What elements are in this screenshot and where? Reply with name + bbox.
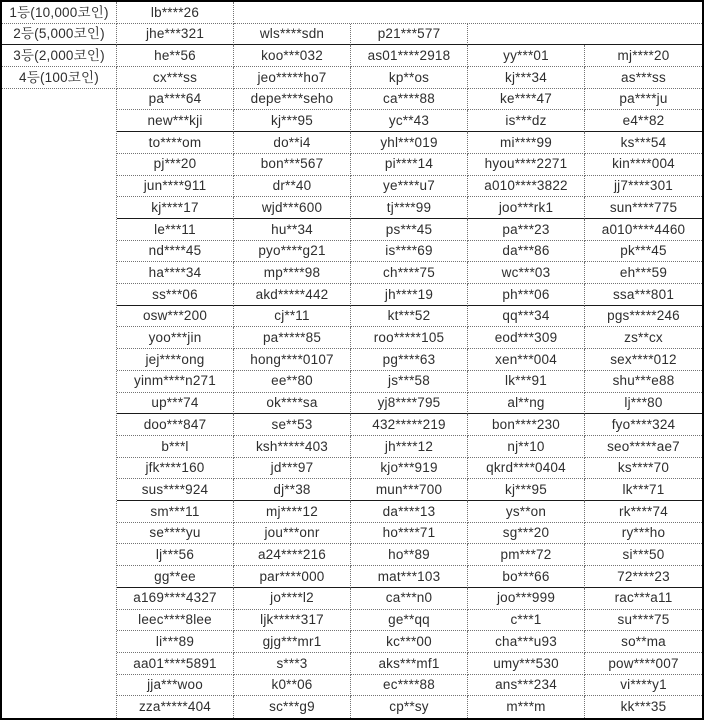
winner-cell: jou***onr <box>234 523 351 545</box>
winner-cell: jun****911 <box>117 176 234 198</box>
winner-cell: yoo***jin <box>117 327 234 349</box>
winner-cell: depe****seho <box>234 89 351 111</box>
winner-cell: kj****17 <box>117 197 234 219</box>
winner-cell: ps***45 <box>351 219 468 241</box>
winner-cell: fyo****324 <box>585 414 702 436</box>
winner-cell: mj****20 <box>585 45 702 67</box>
winner-cell: ans***234 <box>468 675 585 697</box>
tier-cell: 1등(10,000코인) <box>2 2 117 24</box>
winner-cell: pj***20 <box>117 154 234 176</box>
winner-cell: rac***a11 <box>585 588 702 610</box>
winner-cell: pa****64 <box>117 89 234 111</box>
winner-cell: 432*****219 <box>351 414 468 436</box>
winner-cell: pi****14 <box>351 154 468 176</box>
winner-cell: sg***20 <box>468 523 585 545</box>
winner-cell: seo*****ae7 <box>585 436 702 458</box>
winner-cell: si***50 <box>585 544 702 566</box>
winner-cell: mj****12 <box>234 501 351 523</box>
winner-cell: pk***45 <box>585 241 702 263</box>
winner-cell: zs**cx <box>585 327 702 349</box>
winner-cell: up***74 <box>117 393 234 415</box>
winner-cell: sus****924 <box>117 479 234 501</box>
winner-cell: jeo*****ho7 <box>234 67 351 89</box>
tier-cell: 2등(5,000코인) <box>2 24 117 46</box>
winner-cell: jj7****301 <box>585 176 702 198</box>
winner-cell: he**56 <box>117 45 234 67</box>
winner-cell: ph***06 <box>468 284 585 306</box>
winner-cell: pg****63 <box>351 349 468 371</box>
winner-cell: bon***567 <box>234 154 351 176</box>
winner-cell: eod***309 <box>468 327 585 349</box>
winner-cell: a010****4460 <box>585 219 702 241</box>
winner-cell: gg**ee <box>117 566 234 588</box>
winner-cell: da****13 <box>351 501 468 523</box>
winner-cell: ch****75 <box>351 262 468 284</box>
winner-cell: bo***66 <box>468 566 585 588</box>
winner-cell: ksh*****403 <box>234 436 351 458</box>
winner-cell: pa****ju <box>585 89 702 111</box>
winner-cell: kj***95 <box>468 479 585 501</box>
winner-cell: umy***530 <box>468 653 585 675</box>
winner-cell: se****yu <box>117 523 234 545</box>
winner-cell: mp****98 <box>234 262 351 284</box>
winner-cell: do**i4 <box>234 132 351 154</box>
winner-cell: sun****775 <box>585 197 702 219</box>
winner-cell: pyo****g21 <box>234 241 351 263</box>
winner-cell: pa*****85 <box>234 327 351 349</box>
winner-cell: ca***n0 <box>351 588 468 610</box>
winner-cell: pa***23 <box>468 219 585 241</box>
winner-cell: is****69 <box>351 241 468 263</box>
winner-cell: le***11 <box>117 219 234 241</box>
winner-cell: lb****26 <box>117 2 234 24</box>
winner-cell: yc**43 <box>351 110 468 132</box>
winner-cell: yhl***019 <box>351 132 468 154</box>
winner-cell: mun***700 <box>351 479 468 501</box>
winner-cell: sex****012 <box>585 349 702 371</box>
winner-cell: qkrd****0404 <box>468 458 585 480</box>
winner-cell: ks***54 <box>585 132 702 154</box>
winner-cell: xen***004 <box>468 349 585 371</box>
winner-cell: ee**80 <box>234 371 351 393</box>
winner-cell: kc***00 <box>351 631 468 653</box>
winner-cell: osw***200 <box>117 306 234 328</box>
winner-cell: cp**sy <box>351 696 468 718</box>
winner-cell: as***ss <box>585 67 702 89</box>
winner-cell: yinm****n271 <box>117 371 234 393</box>
winner-cell: qq***34 <box>468 306 585 328</box>
winner-cell: lk***91 <box>468 371 585 393</box>
winner-cell: hu**34 <box>234 219 351 241</box>
tier-cell: 4등(100코인) <box>2 67 117 89</box>
winner-cell: cha***u93 <box>468 631 585 653</box>
winner-cell: ha****34 <box>117 262 234 284</box>
winner-cell: akd*****442 <box>234 284 351 306</box>
winner-cell: kk***35 <box>620 699 667 715</box>
winner-cell: jh****12 <box>351 436 468 458</box>
winner-cell: ke****47 <box>468 89 585 111</box>
tier-empty-merged-cell <box>2 89 117 718</box>
winner-cell: zza*****404 <box>117 696 234 718</box>
winner-cell: s***3 <box>234 653 351 675</box>
winner-cell: aa01****5891 <box>117 653 234 675</box>
winner-cell: nd****45 <box>117 241 234 263</box>
winner-cell: hong****0107 <box>234 349 351 371</box>
winner-cell: ssa***801 <box>585 284 702 306</box>
winner-cell: roo*****105 <box>351 327 468 349</box>
winner-cell: k0**06 <box>234 675 351 697</box>
winner-cell: mi****99 <box>468 132 585 154</box>
empty-merged-cell <box>468 24 702 46</box>
winner-cell: wls****sdn <box>234 24 351 46</box>
winner-cell: al**ng <box>468 393 585 415</box>
winner-cell: ec****88 <box>351 675 468 697</box>
winner-cell: a010****3822 <box>468 176 585 198</box>
winner-cell: jh****19 <box>351 284 468 306</box>
winner-cell: da***86 <box>468 241 585 263</box>
winner-cell: c***1 <box>468 610 585 632</box>
winner-cell: as01****2918 <box>351 45 468 67</box>
winner-cell: jfk****160 <box>117 458 234 480</box>
winner-cell: tj****99 <box>351 197 468 219</box>
winner-cell: mat***103 <box>351 566 468 588</box>
winner-cell: shu***e88 <box>585 371 702 393</box>
winner-cell: wc***03 <box>468 262 585 284</box>
winner-cell: li***89 <box>117 631 234 653</box>
winner-cell: pgs*****246 <box>585 306 702 328</box>
winner-cell: ho****71 <box>351 523 468 545</box>
winner-cell: lj***56 <box>117 544 234 566</box>
winner-cell: cx***ss <box>117 67 234 89</box>
winner-cell: so**ma <box>585 631 702 653</box>
winner-cell: ok****sa <box>234 393 351 415</box>
winner-cell: joo***999 <box>468 588 585 610</box>
winner-cell: ks****70 <box>585 458 702 480</box>
empty-merged-cell <box>234 2 702 24</box>
winner-cell: koo***032 <box>234 45 351 67</box>
winner-cell: kj***34 <box>468 67 585 89</box>
winner-cell: gjg***mr1 <box>234 631 351 653</box>
winner-cell: ry***ho <box>585 523 702 545</box>
winner-cell: jhe***321 <box>117 24 234 46</box>
winner-cell: jja***woo <box>117 675 234 697</box>
winner-cell: hyou****2271 <box>468 154 585 176</box>
winner-cell: vi****y1 <box>585 675 702 697</box>
winner-cell: jej****ong <box>117 349 234 371</box>
winner-cell: nj**10 <box>468 436 585 458</box>
winner-cell: ca****88 <box>351 89 468 111</box>
winner-cell: par****000 <box>234 566 351 588</box>
winner-cell: is***dz <box>468 110 585 132</box>
winner-cell: dj**38 <box>234 479 351 501</box>
winner-cell: rk****74 <box>585 501 702 523</box>
winner-cell: bon****230 <box>468 414 585 436</box>
winner-cell: sm***11 <box>117 501 234 523</box>
winner-cell: eh***59 <box>585 262 702 284</box>
winner-cell: ho**89 <box>351 544 468 566</box>
winner-cell: yy***01 <box>468 45 585 67</box>
winner-cell: jd***97 <box>234 458 351 480</box>
winner-cell: dr**40 <box>234 176 351 198</box>
winner-cell: ye****u7 <box>351 176 468 198</box>
winner-cell: 72****23 <box>585 566 702 588</box>
winner-cell: sc***g9 <box>234 696 351 718</box>
winner-cell: ljk*****317 <box>234 610 351 632</box>
winner-cell: b***l <box>117 436 234 458</box>
winner-cell: new***kji <box>117 110 234 132</box>
winner-cell: jo****l2 <box>234 588 351 610</box>
winner-cell: leec****8lee <box>117 610 234 632</box>
winner-cell: kp**os <box>351 67 468 89</box>
winner-cell: kin****004 <box>585 154 702 176</box>
winner-cell: cj**11 <box>234 306 351 328</box>
winner-cell: se**53 <box>234 414 351 436</box>
winner-cell: lj***80 <box>585 393 702 415</box>
winner-cell: ss***06 <box>117 284 234 306</box>
tier-cell: 3등(2,000코인) <box>2 45 117 67</box>
winner-cell: wjd***600 <box>234 197 351 219</box>
winner-cell: kt***52 <box>351 306 468 328</box>
winner-cell: e4**82 <box>585 110 702 132</box>
winner-cell: ge**qq <box>351 610 468 632</box>
winner-cell: yj8****795 <box>351 393 468 415</box>
winner-cell: doo***847 <box>117 414 234 436</box>
winner-cell: lk***71 <box>585 479 702 501</box>
winner-cell: a169****4327 <box>117 588 234 610</box>
winner-cell: kjo***919 <box>351 458 468 480</box>
winner-cell: su****75 <box>585 610 702 632</box>
winner-cell: a24****216 <box>234 544 351 566</box>
winner-cell: m***m <box>468 696 585 718</box>
winner-cell: joo***rk1 <box>468 197 585 219</box>
winner-cell: js***58 <box>351 371 468 393</box>
winner-cell: to****om <box>117 132 234 154</box>
winner-cell: ys**on <box>468 501 585 523</box>
winner-cell: pm***72 <box>468 544 585 566</box>
winner-cell: p21***577 <box>351 24 468 46</box>
winner-cell: aks***mf1 <box>351 653 468 675</box>
winner-cell: kj***95 <box>234 110 351 132</box>
winner-cell: pow****007 <box>585 653 702 675</box>
